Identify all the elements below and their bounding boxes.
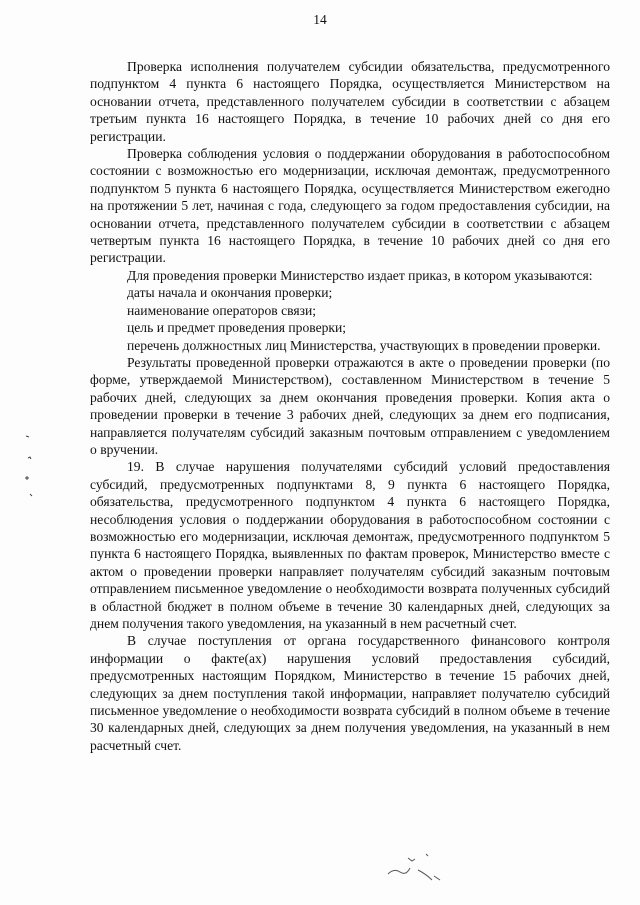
page-number: 14 <box>313 12 327 27</box>
paragraph-obligation-check: Проверка исполнения получателем субсидии обязательства, предусмотренного подпунктом 4 пункта 6 настоящего Порядка, осуществляется Министерством на основании отчета, представленного получателем субсидии в соответствии с абзацем третьим пункта 16 настоящего Порядка, в течение 10 рабочих дней со дня его регистрации. <box>90 59 610 144</box>
list-item-operators: наименование операторов связи; <box>127 302 317 318</box>
paragraph-equipment-check: Проверка соблюдения условия о поддержании оборудования в работоспособном состоянии с возможностью его модернизации, исключая демонтаж, предусмотренного подпунктом 5 пункта 6 настоящего Порядка, осуществляется Министерством ежегодно на протяжении 5 лет, начиная с года, следующего за годом предоставления субсидии, на основании отчета, представленного получателем субсидии в соответствии с абзацем четвертым пункта 16 настоящего Порядка, в течение 10 рабочих дней со дня его регистрации. <box>90 146 610 266</box>
signature-scribble-mark <box>382 846 452 886</box>
paragraph-order-intro: Для проведения проверки Министерство издает приказ, в котором указываются: <box>127 267 593 283</box>
document-body <box>90 58 610 754</box>
paragraph-section-19: 19. В случае нарушения получателями субсидий условий предоставления субсидий, предусмотренных подпунктами 8, 9 пункта 6 настоящего Порядка, обязательства, предусмотренного подпунктом 4 пункта 6 настоящего Порядка, несоблюдения условия о поддержании оборудования в работоспособном состоянии с возможностью его модернизации, исключая демонтаж, предусмотренного подпунктом 5 пункта 6 настоящего Порядка, выявленных по фактам проверок, Министерство вместе с актом о проведении проверки направляет получателям субсидий заказным почтовым отправлением письменное уведомление о необходимости возврата полученных субсидий в областной бюджет в полном объеме в течение 30 календарных дней, следующих за днем получения такого уведомления, на указанный в нем расчетный счет. <box>90 459 610 631</box>
list-item-purpose: цель и предмет проведения проверки; <box>127 320 347 336</box>
list-item-officials: перечень должностных лиц Министерства, участвующих в проведении проверки. <box>127 337 601 353</box>
scan-specks-mark <box>22 432 42 502</box>
paragraph-financial-control: В случае поступления от органа государственного финансового контроля информации о факте(ах) нарушения условий предоставления субсидий, предусмотренных настоящим Порядком, Министерство в течение 15 рабочих дней, следующих за днем поступления такой информации, направляет получателю субсидий письменное уведомление о необходимости возврата субсидий в полном объеме в течение 30 календарных дней, следующих за днем получения уведомления, на указанный в нем расчетный счет. <box>90 633 610 753</box>
list-item-dates: даты начала и окончания проверки; <box>127 285 333 301</box>
paragraph-check-results: Результаты проведенной проверки отражаются в акте о проведении проверки (по форме, утверждаемой Министерством), составленном Министерством в течение 5 рабочих дней, следующих за днем окончания проведения проверки. Копия акта о проведении проверки в течение 3 рабочих дней, следующих за днем его подписания, направляется получателям субсидий заказным почтовым отправлением с уведомлением о вручении. <box>90 354 610 457</box>
